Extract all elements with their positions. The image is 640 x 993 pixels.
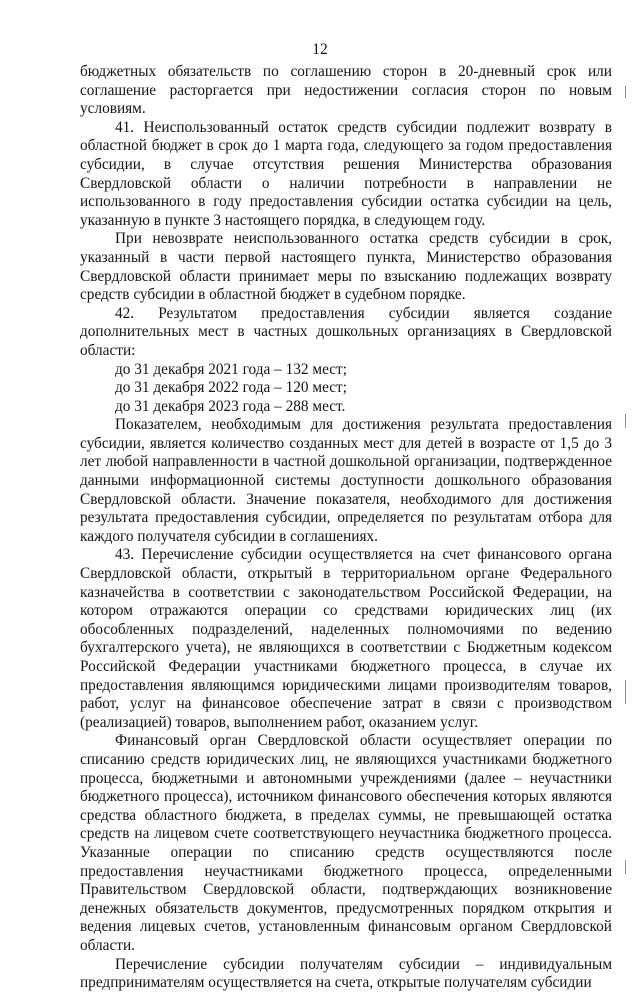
paragraph-43-entrepreneurs: Перечисление субсидии получателям субсидии – индивидуальным предпринимателям осуществляется на счета, открытые получателям субсидии — [80, 955, 612, 992]
paragraph-41: 41. Неиспользованный остаток средств субсидии подлежит возврату в областной бюджет в срок до 1 марта года, следующего за годом предоставления субсидии, в случае отсутствия решения Министерства образования Свердловской области о наличии потребности в направлении не использованного в году предоставления субсидии остатка субсидии на цель, указанную в пункте 3 настоящего порядка, в следующем году. — [80, 118, 612, 229]
list-item-2023: до 31 декабря 2023 года – 288 мест. — [115, 397, 346, 415]
scan-edge-mark — [625, 680, 626, 704]
paragraph-41-refund: При невозврате неиспользованного остатка средств субсидии в срок, указанный в части первой настоящего пункта, Министерство образования Свердловской области принимает меры по взысканию подлежащих возврату средств субсидии в областной бюджет в судебном порядке. — [80, 230, 612, 304]
paragraph-42: 42. Результатом предоставления субсидии является создание дополнительных мест в частных дошкольных организациях в Свердловской области: — [80, 304, 612, 359]
scan-edge-mark — [625, 86, 626, 98]
scan-edge-mark — [625, 860, 626, 874]
list-item-2021: до 31 декабря 2021 года – 132 мест; — [115, 360, 347, 378]
paragraph-42-indicator: Показателем, необходимым для достижения результата предоставления субсидии, является количество созданных мест для детей в возрасте от 1,5 до 3 лет любой направленности в частной дошкольной организации, подтвержденное данными информационной системы доступности дошкольного образования Свердловской области. Значение показателя, необходимого для достижения результата предоставления субсидии, определяется по результатам отбора для каждого получателя субсидии в соглашениях. — [80, 416, 612, 545]
paragraph-43: 43. Перечисление субсидии осуществляется на счет финансового органа Свердловской области, открытый в территориальном органе Федерального казначейства в соответствии с законодательством Российской Федерации, на котором отражаются операции со средствами юридических лиц (их обособленных подразделений, наделенных полномочиями по ведению бухгалтерского учета), не являющихся в соответствии с Бюджетным кодексом Российской Федерации участниками бюджетного процесса, в случае их предоставления являющимся юридическими лицами производителям товаров, работ, услуг на финансовое обеспечение затрат в связи с производством (реализацией) товаров, выполнением работ, оказанием услуг. — [80, 546, 612, 731]
document-body — [80, 63, 612, 993]
paragraph-continuation: бюджетных обязательств по соглашению сторон в 20-дневный срок или соглашение расторгается при недостижении согласия сторон по новым условиям. — [80, 63, 612, 118]
scan-edge-mark — [625, 414, 626, 428]
list-item-2022: до 31 декабря 2022 года – 120 мест; — [115, 379, 347, 397]
paragraph-43-operations: Финансовый орган Свердловской области осуществляет операции по списанию средств юридических лиц, не являющихся участниками бюджетного процесса, бюджетными и автономными учреждениями (далее – неучастники бюджетного процесса), источником финансового обеспечения которых являются средства областного бюджета, в пределах суммы, не превышающей остатка средств на лицевом счете соответствующего неучастника бюджетного процесса. Указанные операции по списанию средств осуществляются после предоставления неучастниками бюджетного процесса, определенными Правительством Свердловской области, подтверждающих возникновение денежных обязательств документов, предусмотренных порядком открытия и ведения лицевых счетов, установленным финансовым органом Свердловской области. — [80, 732, 612, 954]
page-number: 12 — [312, 41, 328, 58]
